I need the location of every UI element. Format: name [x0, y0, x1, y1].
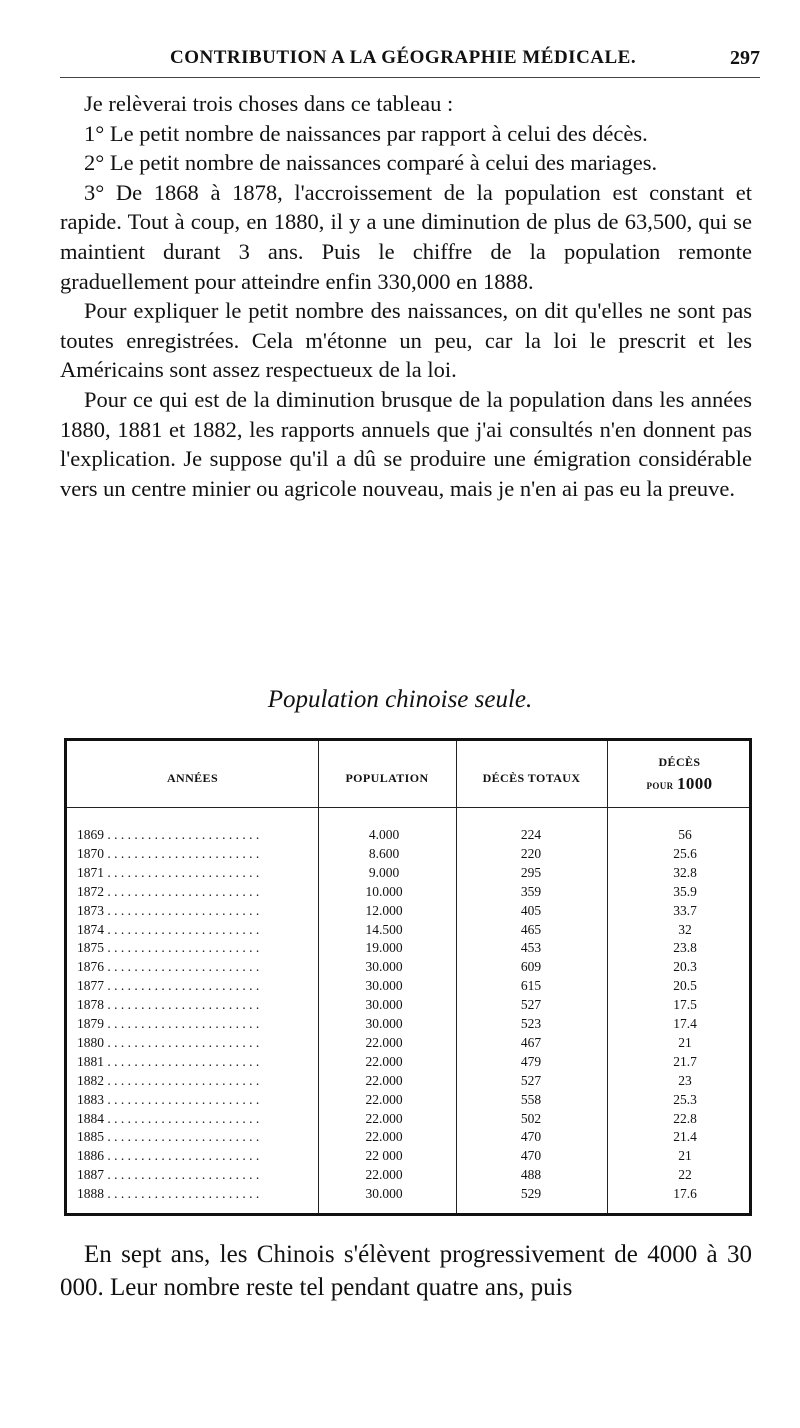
- header-population: POPULATION: [345, 771, 429, 785]
- running-title: CONTRIBUTION A LA GÉOGRAPHIE MÉDICALE.: [170, 47, 637, 68]
- population-cell: 22.000: [319, 1035, 449, 1051]
- deaths-cell: 467: [520, 1034, 542, 1050]
- rate-cell: 33.7: [673, 902, 697, 918]
- paragraph-point-1: 1° Le petit nombre de naissances par rapport à celui des décès.: [84, 120, 648, 146]
- population-table: [64, 738, 752, 1216]
- population-cell: 22.000: [319, 1092, 449, 1108]
- population-cell: 14.500: [319, 922, 449, 938]
- deaths-cell: 527: [520, 997, 542, 1013]
- header-rate-big: 1000: [676, 774, 713, 793]
- population-cell: 9.000: [319, 865, 449, 881]
- population-cell: 22.000: [319, 1111, 449, 1127]
- deaths-cell: 479: [520, 1053, 542, 1069]
- header-years: ANNÉES: [166, 771, 219, 785]
- deaths-cell: 224: [520, 827, 542, 842]
- table-row: [67, 1054, 749, 1073]
- rate-cell: 21: [678, 1148, 692, 1164]
- table-row: [67, 1148, 749, 1167]
- population-cell: 30.000: [319, 1186, 449, 1202]
- table-row: [67, 1073, 749, 1092]
- year-cell: 1878 . . .: [77, 997, 317, 1013]
- population-cell: 22.000: [319, 1129, 449, 1145]
- running-header: [60, 47, 760, 83]
- year-cell: 1887 . . .: [77, 1167, 317, 1183]
- table-row: [67, 1186, 749, 1205]
- deaths-cell: 359: [520, 883, 542, 899]
- table-row: [67, 846, 749, 865]
- rate-cell: 17.4: [673, 1016, 697, 1031]
- paragraph-point-3: 3° De 1868 à 1878, l'accroissement de la population est constant et rapide. Tout à coup, en 1880, il y a une diminution de plus de 63,500, qui se maintient durant 3 ans. Puis le chiffre de la population remonte graduellement pour atteindre enfin 330,000 en 1888.: [60, 179, 752, 294]
- rate-cell: 23: [678, 1072, 692, 1088]
- table-row: [67, 1092, 749, 1111]
- year-cell: 1885 . . .: [77, 1129, 317, 1145]
- rate-cell: 21.7: [673, 1053, 697, 1069]
- deaths-cell: 558: [520, 1091, 542, 1107]
- table-row: [67, 1035, 749, 1054]
- paragraph-closing: En sept ans, les Chinois s'élèvent progressivement de 4000 à 30 000. Leur nombre reste tel pendant quatre ans, puis: [60, 1241, 752, 1301]
- deaths-cell: 502: [520, 1110, 542, 1126]
- deaths-cell: 465: [520, 921, 542, 937]
- rate-cell: 17.5: [673, 997, 697, 1013]
- year-cell: 1881 . . .: [77, 1054, 317, 1070]
- deaths-cell: 609: [520, 959, 542, 975]
- year-cell: 1871 . . .: [77, 865, 317, 881]
- deaths-cell: 523: [520, 1016, 542, 1031]
- year-cell: 1877 . . .: [77, 978, 317, 994]
- year-cell: 1874 . . .: [77, 922, 317, 938]
- header-rate: [607, 755, 752, 794]
- header-rate-top: DÉCÈS: [658, 755, 701, 769]
- deaths-cell: 295: [520, 864, 542, 880]
- rate-cell: 20.5: [673, 978, 697, 994]
- table-row: [67, 903, 749, 922]
- rate-cell: 23.8: [673, 940, 697, 956]
- population-cell: 22.000: [319, 1167, 449, 1183]
- table-row: [67, 827, 749, 846]
- population-cell: 4.000: [319, 827, 449, 843]
- rate-cell: 22: [678, 1167, 692, 1183]
- deaths-cell: 470: [520, 1148, 542, 1164]
- table-row: [67, 959, 749, 978]
- year-cell: 1880 . . .: [77, 1035, 317, 1051]
- rate-cell: 35.9: [673, 883, 697, 899]
- paragraph-births: Pour expliquer le petit nombre des naissances, on dit qu'elles ne sont pas toutes enregistrées. Cela m'étonne un peu, car la loi le prescrit et les Américains sont assez respectueux de la loi.: [60, 298, 752, 383]
- year-cell: 1886 . . .: [77, 1148, 317, 1164]
- population-cell: 30.000: [319, 959, 449, 975]
- table-row: [67, 1016, 749, 1035]
- header-divider: [67, 807, 749, 808]
- rate-cell: 17.6: [673, 1186, 697, 1202]
- year-cell: 1875 . . .: [77, 940, 317, 956]
- header-rule: [60, 77, 760, 78]
- rate-cell: 32.8: [673, 864, 697, 880]
- paragraph-point-2: 2° Le petit nombre de naissances comparé à celui des mariages.: [84, 150, 658, 176]
- table-row: [67, 922, 749, 941]
- table-row: [67, 940, 749, 959]
- table-row: [67, 884, 749, 903]
- year-cell: 1883 . . .: [77, 1092, 317, 1108]
- deaths-cell: 615: [520, 978, 542, 994]
- rate-cell: 25.6: [673, 845, 697, 861]
- year-cell: 1870 . . .: [77, 846, 317, 862]
- body-text: [60, 89, 752, 503]
- rate-cell: 56: [678, 827, 692, 842]
- paragraph-decrease: Pour ce qui est de la diminution brusque de la population dans les années 1880, 1881 et 1882, les rapports annuels que j'ai consultés n'en donnent pas l'explication. Je suppose qu'il a dû se produire une émigration considérable vers un centre minier ou agricole nouveau, mais je n'en ai pas eu la preuve.: [60, 386, 752, 501]
- deaths-cell: 488: [520, 1167, 542, 1183]
- deaths-cell: 527: [520, 1072, 542, 1088]
- closing-text: [60, 1238, 752, 1304]
- rate-cell: 21: [678, 1034, 692, 1050]
- year-cell: 1882 . . .: [77, 1073, 317, 1089]
- year-cell: 1873 . . .: [77, 903, 317, 919]
- year-cell: 1876 . . .: [77, 959, 317, 975]
- header-rate-small: POUR: [646, 781, 674, 791]
- table-row: [67, 978, 749, 997]
- table-row: [67, 997, 749, 1016]
- deaths-cell: 470: [520, 1129, 542, 1145]
- deaths-cell: 220: [520, 845, 542, 861]
- population-cell: 12.000: [319, 903, 449, 919]
- header-deaths: DÉCÈS TOTAUX: [482, 771, 581, 785]
- population-cell: 22.000: [319, 1054, 449, 1070]
- population-cell: 30.000: [319, 997, 449, 1013]
- year-cell: 1879 . . .: [77, 1016, 317, 1032]
- rate-cell: 32: [678, 921, 692, 937]
- table-row: [67, 865, 749, 884]
- population-cell: 19.000: [319, 940, 449, 956]
- rate-cell: 22.8: [673, 1110, 697, 1126]
- rate-cell: 21.4: [673, 1129, 697, 1145]
- paragraph-intro: Je relèverai trois choses dans ce tableau :: [84, 91, 454, 116]
- population-cell: 8.600: [319, 846, 449, 862]
- year-cell: 1869 . . .: [77, 827, 317, 843]
- table-row: [67, 1111, 749, 1130]
- population-cell: 22.000: [319, 1073, 449, 1089]
- year-cell: 1884 . . .: [77, 1111, 317, 1127]
- header-rate-bottom: [607, 774, 752, 794]
- page-number: 297: [730, 47, 760, 69]
- year-cell: 1872 . . .: [77, 884, 317, 900]
- deaths-cell: 453: [520, 940, 542, 956]
- deaths-cell: 405: [520, 902, 542, 918]
- population-cell: 30.000: [319, 978, 449, 994]
- deaths-cell: 529: [520, 1186, 542, 1202]
- table-row: [67, 1167, 749, 1186]
- table-caption: Population chinoise seule.: [267, 686, 533, 713]
- population-cell: 10.000: [319, 884, 449, 900]
- population-cell: 30.000: [319, 1016, 449, 1032]
- year-cell: 1888 . . .: [77, 1186, 317, 1202]
- population-cell: 22 000: [319, 1148, 449, 1164]
- rate-cell: 25.3: [673, 1091, 697, 1107]
- rate-cell: 20.3: [673, 959, 697, 975]
- table-row: [67, 1129, 749, 1148]
